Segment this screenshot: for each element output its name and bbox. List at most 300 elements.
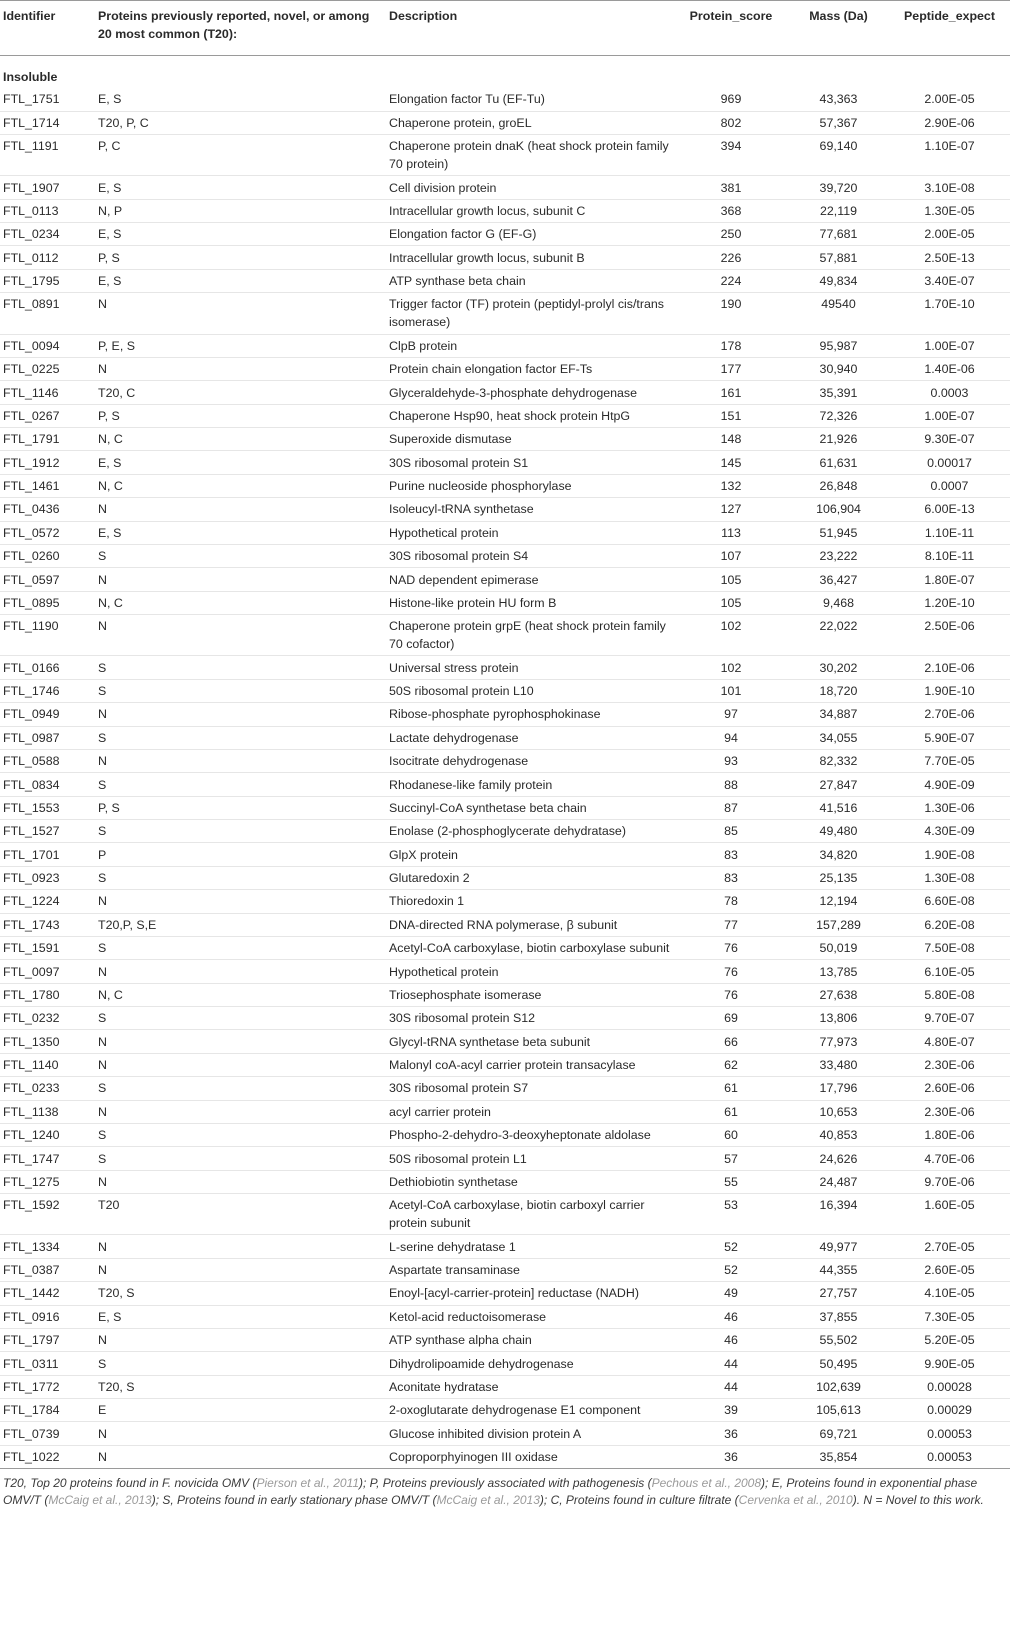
cell-identifier: FTL_0233 — [3, 1081, 60, 1096]
cell-identifier: FTL_1751 — [3, 92, 60, 107]
table-row — [0, 498, 1010, 521]
cell-mass: 57,881 — [819, 250, 858, 265]
cell-mass: 27,757 — [819, 1286, 858, 1301]
cell-peptide-expect: 2.50E-06 — [924, 619, 975, 634]
table-row — [0, 111, 1010, 134]
cell-identifier: FTL_1701 — [3, 847, 60, 862]
table-row — [0, 796, 1010, 819]
header-mass: Mass (Da) — [788, 1, 889, 56]
cell-identifier: FTL_0113 — [3, 203, 59, 218]
cell-identifier: FTL_0923 — [3, 871, 60, 885]
cell-description: Phospho-2-dehydro-3-deoxyheptonate aldolase — [389, 1128, 651, 1143]
cell-description: 50S ribosomal protein L10 — [389, 684, 534, 698]
cell-identifier: FTL_0987 — [3, 730, 60, 745]
cell-peptide-expect: 2.60E-05 — [924, 1263, 975, 1277]
cell-category: N — [98, 964, 107, 979]
cell-identifier: FTL_0232 — [3, 1011, 60, 1026]
cell-peptide-expect: 0.00029 — [927, 1403, 972, 1418]
cell-protein-score: 76 — [724, 941, 738, 956]
cell-mass: 105,613 — [816, 1403, 861, 1418]
footnote-text: ); S, Proteins found in early stationary phase OMV/T ( — [151, 1492, 437, 1507]
cell-description: Intracellular growth locus, subunit B — [389, 250, 585, 265]
cell-mass: 106,904 — [816, 502, 861, 517]
cell-mass: 50,019 — [819, 941, 858, 956]
cell-category: P, S — [98, 800, 120, 815]
cell-identifier: FTL_1527 — [3, 824, 60, 839]
cell-identifier: FTL_1442 — [3, 1286, 60, 1301]
cell-identifier: FTL_0166 — [3, 660, 60, 675]
cell-peptide-expect: 1.10E-11 — [924, 525, 975, 540]
cell-description: Intracellular growth locus, subunit C — [389, 203, 586, 218]
cell-category: S — [98, 871, 107, 885]
cell-protein-score: 802 — [720, 115, 742, 130]
cell-peptide-expect: 1.60E-05 — [924, 1198, 975, 1213]
cell-peptide-expect: 2.10E-06 — [924, 660, 975, 675]
cell-category: S — [98, 549, 107, 564]
cell-identifier: FTL_0260 — [3, 549, 60, 564]
cell-mass: 18,720 — [819, 684, 858, 698]
cell-peptide-expect: 3.40E-07 — [924, 274, 975, 288]
cell-mass: 49,480 — [819, 824, 858, 839]
cell-identifier: FTL_1224 — [3, 894, 60, 909]
cell-peptide-expect: 2.90E-06 — [924, 115, 975, 130]
cell-category: N, C — [98, 595, 123, 610]
cell-description: Triosephosphate isomerase — [389, 987, 542, 1002]
cell-peptide-expect: 2.70E-06 — [924, 707, 975, 722]
cell-identifier: FTL_1191 — [3, 139, 59, 154]
cell-category: P, C — [98, 139, 121, 154]
table-row — [0, 1352, 1010, 1375]
cell-peptide-expect: 9.30E-07 — [924, 432, 975, 447]
cell-protein-score: 36 — [724, 1450, 738, 1464]
cell-category: N — [98, 619, 107, 634]
table-row — [0, 357, 1010, 380]
table-row — [0, 568, 1010, 591]
cell-peptide-expect: 1.30E-05 — [924, 203, 975, 218]
header-peptide-expect: Peptide_expect — [889, 1, 1010, 56]
cell-identifier: FTL_1275 — [3, 1174, 60, 1189]
cell-description: Glutaredoxin 2 — [389, 871, 470, 885]
cell-protein-score: 102 — [720, 660, 742, 675]
cell-protein-score: 49 — [724, 1286, 738, 1301]
table-row — [0, 960, 1010, 983]
table-row — [0, 1375, 1010, 1398]
cell-category: T20, S — [98, 1286, 135, 1301]
cell-mass: 34,820 — [819, 847, 858, 862]
cell-category: N — [98, 1058, 107, 1072]
cell-mass: 35,391 — [819, 385, 858, 400]
cell-mass: 49,977 — [819, 1239, 858, 1254]
cell-identifier: FTL_1714 — [3, 115, 60, 130]
cell-protein-score: 60 — [724, 1128, 738, 1143]
cell-identifier: FTL_0225 — [3, 362, 60, 377]
cell-category: N — [98, 502, 107, 517]
cell-category: T20, S — [98, 1379, 135, 1394]
cell-protein-score: 61 — [724, 1081, 738, 1096]
cell-mass: 50,495 — [819, 1356, 858, 1371]
cell-mass: 30,202 — [819, 660, 858, 675]
cell-category: N — [98, 707, 107, 722]
cell-protein-score: 66 — [724, 1034, 738, 1049]
cell-protein-score: 224 — [720, 274, 742, 288]
cell-protein-score: 77 — [724, 917, 738, 932]
cell-identifier: FTL_1140 — [3, 1058, 59, 1072]
table-row — [0, 223, 1010, 246]
cell-category: N — [98, 1034, 107, 1049]
table-row — [0, 983, 1010, 1006]
cell-identifier: FTL_1350 — [3, 1034, 60, 1049]
cell-identifier: FTL_1553 — [3, 800, 60, 815]
table-footnote — [0, 1469, 1010, 1508]
table-row — [0, 1422, 1010, 1445]
table-row — [0, 1194, 1010, 1235]
cell-category: P, E, S — [98, 338, 135, 353]
table-row — [0, 1100, 1010, 1123]
cell-category: N — [98, 1263, 107, 1277]
cell-mass: 157,289 — [816, 917, 861, 932]
footnote-text: ). N = Novel to this work. — [852, 1492, 984, 1507]
cell-identifier: FTL_1138 — [3, 1104, 59, 1119]
cell-category: N, P — [98, 203, 123, 218]
cell-mass: 55,502 — [819, 1333, 858, 1348]
cell-mass: 13,785 — [819, 964, 858, 979]
cell-category: S — [98, 1128, 107, 1143]
cell-category: E — [98, 1403, 107, 1418]
cell-category: E, S — [98, 92, 122, 107]
cell-identifier: FTL_0112 — [3, 250, 59, 265]
cell-protein-score: 97 — [724, 707, 738, 722]
cell-mass: 21,926 — [819, 432, 858, 447]
cell-mass: 39,720 — [819, 180, 858, 195]
cell-protein-score: 52 — [724, 1263, 738, 1277]
cell-protein-score: 93 — [724, 754, 738, 769]
cell-category: N, C — [98, 479, 123, 493]
cell-description: Hypothetical protein — [389, 525, 499, 540]
table-row — [0, 1170, 1010, 1193]
cell-mass: 51,945 — [819, 525, 858, 540]
cell-protein-score: 62 — [724, 1058, 738, 1072]
cell-identifier: FTL_1795 — [3, 274, 60, 288]
cell-identifier: FTL_0949 — [3, 707, 60, 722]
table-row — [0, 615, 1010, 656]
cell-peptide-expect: 0.00053 — [927, 1450, 972, 1464]
cell-description: ATP synthase alpha chain — [389, 1333, 532, 1348]
cell-description: Protein chain elongation factor EF-Ts — [389, 362, 593, 377]
cell-identifier: FTL_1461 — [3, 479, 60, 493]
table-row — [0, 866, 1010, 889]
table-row — [0, 404, 1010, 427]
cell-peptide-expect: 4.90E-09 — [924, 777, 975, 792]
cell-peptide-expect: 6.10E-05 — [924, 964, 975, 979]
footnote-text: T20, Top 20 proteins found in F. novicida OMV ( — [3, 1476, 257, 1491]
cell-mass: 30,940 — [819, 362, 858, 377]
cell-category: E, S — [98, 227, 122, 242]
cell-protein-score: 53 — [724, 1198, 738, 1213]
cell-protein-score: 177 — [720, 362, 742, 377]
cell-category: N — [98, 1239, 107, 1254]
cell-peptide-expect: 7.70E-05 — [924, 754, 975, 769]
cell-peptide-expect: 1.80E-07 — [924, 572, 975, 587]
table-row — [0, 1328, 1010, 1351]
cell-mass: 49540 — [821, 297, 856, 312]
cell-description: ClpB protein — [389, 338, 458, 353]
cell-peptide-expect: 1.00E-07 — [924, 338, 975, 353]
table-row — [0, 269, 1010, 292]
cell-protein-score: 44 — [724, 1379, 738, 1394]
cell-identifier: FTL_0588 — [3, 754, 60, 769]
table-row — [0, 1077, 1010, 1100]
cell-mass: 33,480 — [819, 1058, 858, 1072]
cell-identifier: FTL_0572 — [3, 525, 60, 540]
cell-identifier: FTL_1772 — [3, 1379, 60, 1394]
cell-identifier: FTL_1022 — [3, 1450, 60, 1464]
cell-mass: 34,887 — [819, 707, 858, 722]
cell-mass: 49,834 — [819, 274, 858, 288]
cell-identifier: FTL_0891 — [3, 297, 60, 312]
cell-description: Superoxide dismutase — [389, 432, 512, 447]
cell-category: N — [98, 894, 107, 909]
cell-peptide-expect: 0.0003 — [930, 385, 969, 400]
cell-description: Aconitate hydratase — [389, 1379, 499, 1394]
cell-description: Cell division protein — [389, 180, 497, 195]
cell-protein-score: 394 — [720, 139, 742, 154]
cell-peptide-expect: 2.00E-05 — [924, 92, 975, 107]
cell-description: 30S ribosomal protein S7 — [389, 1081, 529, 1096]
cell-peptide-expect: 2.60E-06 — [924, 1081, 975, 1096]
cell-category: T20 — [98, 1198, 120, 1213]
cell-identifier: FTL_1907 — [3, 180, 60, 195]
table-row — [0, 913, 1010, 936]
cell-category: N, C — [98, 987, 123, 1002]
cell-category: N — [98, 362, 107, 377]
cell-mass: 34,055 — [819, 730, 858, 745]
cell-peptide-expect: 1.30E-06 — [924, 800, 975, 815]
cell-protein-score: 44 — [724, 1356, 738, 1371]
table-header-row — [0, 1, 1010, 56]
cell-description: Thioredoxin 1 — [389, 894, 465, 909]
cell-identifier: FTL_0597 — [3, 572, 60, 587]
table-row — [0, 521, 1010, 544]
cell-description: Enoyl-[acyl-carrier-protein] reductase (NADH) — [389, 1286, 639, 1301]
cell-mass: 77,973 — [819, 1034, 858, 1049]
cell-category: N — [98, 754, 107, 769]
cell-description: 50S ribosomal protein L1 — [389, 1151, 527, 1166]
cell-peptide-expect: 8.10E-11 — [924, 549, 975, 564]
cell-identifier: FTL_0094 — [3, 338, 60, 353]
cell-description: GlpX protein — [389, 847, 458, 862]
cell-category: P, S — [98, 250, 120, 265]
cell-identifier: FTL_0895 — [3, 595, 60, 610]
cell-identifier: FTL_1797 — [3, 1333, 60, 1348]
cell-mass: 95,987 — [819, 338, 858, 353]
cell-peptide-expect: 7.30E-05 — [924, 1309, 975, 1324]
cell-mass: 41,516 — [819, 800, 858, 815]
table-row — [0, 246, 1010, 269]
cell-mass: 16,394 — [819, 1198, 858, 1213]
cell-description: Rhodanese-like family protein — [389, 777, 553, 792]
cell-category: S — [98, 941, 107, 956]
cell-peptide-expect: 5.20E-05 — [924, 1333, 975, 1348]
footnote-citation: McCaig et al., 2013 — [436, 1492, 540, 1507]
cell-peptide-expect: 4.80E-07 — [924, 1034, 975, 1049]
cell-category: S — [98, 1356, 107, 1371]
table-row — [0, 591, 1010, 614]
cell-description: Lactate dehydrogenase — [389, 730, 519, 745]
table-row — [0, 843, 1010, 866]
header-identifier: Identifier — [0, 1, 95, 56]
cell-peptide-expect: 3.10E-08 — [924, 180, 975, 195]
cell-description: Succinyl-CoA synthetase beta chain — [389, 800, 587, 815]
cell-identifier: FTL_0311 — [3, 1356, 59, 1371]
cell-mass: 61,631 — [819, 455, 858, 470]
cell-identifier: FTL_0916 — [3, 1309, 60, 1324]
cell-category: N — [98, 297, 107, 312]
cell-protein-score: 105 — [720, 595, 742, 610]
cell-protein-score: 101 — [720, 684, 742, 698]
table-row — [0, 1282, 1010, 1305]
table-row — [0, 199, 1010, 222]
cell-description: Universal stress protein — [389, 660, 519, 675]
cell-mass: 36,427 — [819, 572, 858, 587]
cell-peptide-expect: 7.50E-08 — [924, 941, 975, 956]
table-row — [0, 1258, 1010, 1281]
table-row — [0, 1235, 1010, 1258]
cell-peptide-expect: 4.30E-09 — [924, 824, 975, 839]
table-row — [0, 428, 1010, 451]
cell-peptide-expect: 1.80E-06 — [924, 1128, 975, 1143]
header-category: Proteins previously reported, novel, or among 20 most common (T20): — [95, 1, 386, 56]
table-row — [0, 890, 1010, 913]
cell-peptide-expect: 5.80E-08 — [924, 987, 975, 1002]
cell-category: E, S — [98, 274, 122, 288]
cell-protein-score: 87 — [724, 800, 738, 815]
cell-category: E, S — [98, 180, 122, 195]
table-row — [0, 134, 1010, 175]
cell-protein-score: 94 — [724, 730, 738, 745]
cell-mass: 17,796 — [819, 1081, 858, 1096]
cell-protein-score: 250 — [720, 227, 742, 242]
cell-category: S — [98, 1081, 107, 1096]
cell-mass: 35,854 — [819, 1450, 858, 1464]
cell-description: DNA-directed RNA polymerase, β subunit — [389, 917, 618, 932]
cell-description: Enolase (2-phosphoglycerate dehydratase) — [389, 824, 626, 839]
cell-mass: 57,367 — [819, 115, 858, 130]
cell-mass: 27,847 — [819, 777, 858, 792]
table-row — [0, 773, 1010, 796]
cell-protein-score: 52 — [724, 1239, 738, 1254]
cell-description: Ketol-acid reductoisomerase — [389, 1309, 547, 1324]
cell-description: Isoleucyl-tRNA synthetase — [389, 502, 534, 517]
cell-description: Hypothetical protein — [389, 964, 499, 979]
cell-description: Aspartate transaminase — [389, 1263, 520, 1277]
cell-mass: 44,355 — [819, 1263, 858, 1277]
table-row — [0, 334, 1010, 357]
cell-protein-score: 46 — [724, 1333, 738, 1348]
cell-category: N — [98, 1333, 107, 1348]
cell-identifier: FTL_1240 — [3, 1128, 60, 1143]
cell-peptide-expect: 1.90E-10 — [924, 684, 975, 698]
cell-description: Dihydrolipoamide dehydrogenase — [389, 1356, 574, 1371]
cell-identifier: FTL_0739 — [3, 1426, 60, 1441]
cell-protein-score: 76 — [724, 987, 738, 1002]
cell-identifier: FTL_0387 — [3, 1263, 60, 1277]
cell-protein-score: 132 — [720, 479, 742, 493]
table-row — [0, 820, 1010, 843]
cell-description: 30S ribosomal protein S12 — [389, 1011, 536, 1026]
cell-protein-score: 145 — [720, 455, 742, 470]
cell-peptide-expect: 4.10E-05 — [924, 1286, 975, 1301]
cell-identifier: FTL_0267 — [3, 408, 60, 423]
cell-description: Isocitrate dehydrogenase — [389, 754, 529, 769]
footnote-citation: McCaig et al., 2013 — [48, 1492, 152, 1507]
cell-mass: 24,487 — [819, 1174, 858, 1189]
cell-description: Elongation factor Tu (EF-Tu) — [389, 92, 545, 107]
cell-description: Histone-like protein HU form B — [389, 595, 557, 610]
cell-protein-score: 107 — [720, 549, 742, 564]
table-row — [0, 88, 1010, 111]
footnote-citation: Pierson et al., 2011 — [256, 1476, 359, 1491]
cell-category: S — [98, 824, 107, 839]
cell-identifier: FTL_1592 — [3, 1198, 60, 1213]
cell-category: E, S — [98, 1309, 122, 1324]
cell-peptide-expect: 9.70E-07 — [924, 1011, 975, 1026]
table-row — [0, 1305, 1010, 1328]
cell-identifier: FTL_1780 — [3, 987, 60, 1002]
header-protein-score: Protein_score — [674, 1, 788, 56]
cell-mass: 23,222 — [819, 549, 858, 564]
cell-peptide-expect: 6.00E-13 — [924, 502, 975, 517]
cell-mass: 43,363 — [819, 92, 858, 107]
cell-peptide-expect: 1.30E-08 — [924, 871, 975, 885]
cell-description: NAD dependent epimerase — [389, 572, 539, 587]
cell-protein-score: 226 — [720, 250, 742, 265]
cell-description: 30S ribosomal protein S1 — [389, 455, 529, 470]
cell-protein-score: 969 — [720, 92, 742, 107]
cell-category: P — [98, 847, 107, 862]
cell-peptide-expect: 0.00053 — [927, 1426, 972, 1441]
cell-identifier: FTL_1190 — [3, 619, 59, 634]
cell-category: N — [98, 1450, 107, 1464]
cell-protein-score: 83 — [724, 847, 738, 862]
cell-peptide-expect: 4.70E-06 — [924, 1151, 975, 1166]
cell-peptide-expect: 1.20E-10 — [924, 595, 975, 610]
table-row — [0, 293, 1010, 334]
cell-description: Coproporphyinogen III oxidase — [389, 1450, 558, 1464]
cell-peptide-expect: 2.30E-06 — [924, 1104, 975, 1119]
cell-description: Trigger factor (TF) protein (peptidyl-prolyl cis/trans isomerase) — [389, 297, 664, 330]
cell-mass: 102,639 — [816, 1379, 861, 1394]
cell-description: Malonyl coA-acyl carrier protein transacylase — [389, 1058, 636, 1072]
cell-protein-score: 88 — [724, 777, 738, 792]
cell-protein-score: 381 — [720, 180, 742, 195]
table-row — [0, 474, 1010, 497]
cell-category: E, S — [98, 455, 122, 470]
cell-category: N, C — [98, 432, 123, 447]
cell-protein-score: 368 — [720, 203, 742, 218]
cell-category: T20,P, S,E — [98, 917, 157, 932]
cell-category: E, S — [98, 525, 122, 540]
table-row — [0, 679, 1010, 702]
cell-identifier: FTL_1784 — [3, 1403, 60, 1418]
cell-protein-score: 46 — [724, 1309, 738, 1324]
cell-peptide-expect: 1.90E-08 — [924, 847, 975, 862]
cell-category: S — [98, 1011, 107, 1026]
cell-category: P, S — [98, 408, 120, 423]
cell-protein-score: 76 — [724, 964, 738, 979]
cell-description: Acetyl-CoA carboxylase, biotin carboxyl carrier protein subunit — [389, 1198, 645, 1231]
table-row — [0, 1147, 1010, 1170]
section-row — [0, 56, 1010, 89]
